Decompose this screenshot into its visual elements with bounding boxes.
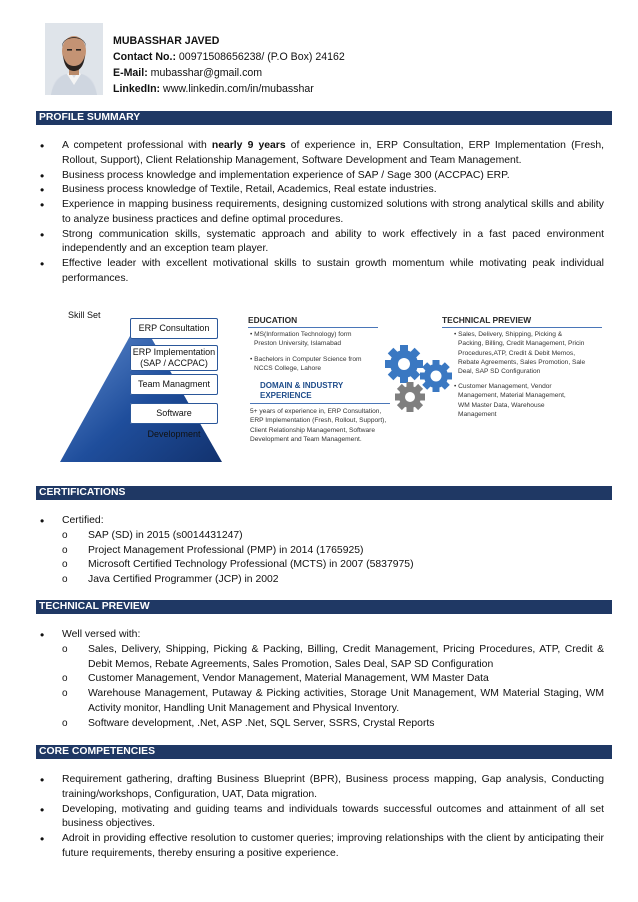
certifications-heading: CERTIFICATIONS xyxy=(36,486,612,500)
gear-icon xyxy=(385,345,423,383)
well-versed-label: • Well versed with: xyxy=(62,629,141,640)
profile-text: of experience in, ERP Consultation, ERP Implementation (Fresh, Rollout, Support), Client Relationship Management, Software Development and Team Management. xyxy=(62,140,604,166)
skill-erp-implementation xyxy=(130,345,218,371)
technical-item: o Software development, .Net, ASP .Net, SQL Server, SSRS, Crystal Reports xyxy=(62,717,604,732)
list-item xyxy=(36,514,604,588)
candidate-name: MUBASSHAR JAVED xyxy=(113,35,220,47)
skill-team-management: Team Managment xyxy=(130,374,218,395)
technical-item: o Customer Management, Vendor Management, Material Management, WM Master Data xyxy=(62,672,604,687)
certification-item: o Java Certified Programmer (JCP) in 2002 xyxy=(62,573,604,588)
skill-line: ERP Implementation xyxy=(132,347,216,357)
domain-text xyxy=(250,407,386,444)
technical-item: o Warehouse Management, Putaway & Picking activities, Storage Unit Management, WM Material Staging, WM Activity monitor, Handling Unit Management and Physical Inventory. xyxy=(62,687,604,717)
domain-line: 5+ years of experience in, ERP Consultation, xyxy=(250,408,382,415)
email-line xyxy=(113,66,345,82)
profile-text: A competent professional with xyxy=(62,140,212,151)
list-item: • Requirement gathering, drafting Business Blueprint (BPR), Business process mapping, Gap analysis, Conducting training/workshops, Configuration, UAT, Data migration. xyxy=(36,773,604,803)
skill-line: (SAP / ACCPAC) xyxy=(140,358,208,368)
domain-heading xyxy=(260,381,343,400)
certification-item: o Microsoft Certified Technology Professional (MCTS) in 2007 (5837975) xyxy=(62,558,604,573)
list-item: • Strong communication skills, systematic approach and ability to work effectively in a fast paced environment independently and an exception team player. xyxy=(36,228,604,258)
technical-item: o Sales, Delivery, Shipping, Picking & Packing, Billing, Credit Management, Pricing Procedures, ATP, Credit & Debit Memos, Rebate Agreements, Sales Promotion, Sales Deal, SAP SD Configuration xyxy=(62,643,604,673)
domain-heading-line: DOMAIN & INDUSTRY xyxy=(260,381,344,390)
email-label: E-Mail: xyxy=(113,66,148,79)
list-item xyxy=(36,628,604,731)
tech-line: WM Master Data, Warehouse xyxy=(458,401,545,409)
linkedin-value[interactable]: www.linkedin.com/in/mubasshar xyxy=(160,82,314,95)
technical-preview-section-heading: TECHNICAL PREVIEW xyxy=(36,600,612,614)
education-text xyxy=(250,330,362,373)
gear-icon xyxy=(420,360,452,392)
core-competencies-heading: CORE COMPETENCIES xyxy=(36,745,612,759)
linkedin-line xyxy=(113,82,345,98)
domain-line: ERP Implementation (Fresh, Rollout, Support), xyxy=(250,417,387,425)
tech-line: Deal, SAP SD Configuration xyxy=(458,368,541,376)
contact-number-line xyxy=(113,50,345,66)
skill-set-graphic xyxy=(60,306,610,462)
contact-label: Contact No.: xyxy=(113,50,176,63)
technical-preview-heading: TECHNICAL PREVIEW xyxy=(442,315,602,328)
experience-years: nearly 9 years xyxy=(211,140,286,151)
tech-line: Procedures,ATP, Credit & Debit Memos, xyxy=(458,349,576,357)
edu-line: Preston University, Islamabad xyxy=(254,340,342,348)
certified-label: • Certified: xyxy=(62,515,104,526)
list-item: • Adroit in providing effective resolution to customer queries; improving relationships with the client by anticipating their future requirements, thereby ensuring a positive experience. xyxy=(36,832,604,862)
skill-erp-consultation: ERP Consultation xyxy=(130,318,218,339)
gears-icon xyxy=(383,342,463,418)
profile-summary-heading: PROFILE SUMMARY xyxy=(36,111,612,125)
edu-line: • MS(Information Technology) form xyxy=(250,331,352,338)
tech-line: • Customer Management, Vendor xyxy=(454,382,552,390)
list-item: • Experience in mapping business requirements, designing customized solutions with strong analytical skills and ability to analyze business practices and define optimal procedures. xyxy=(36,198,604,228)
tech-line: Management xyxy=(458,410,497,418)
certification-item: o Project Management Professional (PMP) in 2014 (1765925) xyxy=(62,544,604,559)
certification-item: o SAP (SD) in 2015 (s0014431247) xyxy=(62,529,604,544)
domain-line: Client Relationship Management, Software xyxy=(250,426,375,434)
list-item: • Developing, motivating and guiding teams and individuals towards successful outcomes and attainment of all set business objectives. xyxy=(36,803,604,833)
skill-software-development: Software Development xyxy=(130,403,218,424)
domain-line: Development and Team Management. xyxy=(250,436,362,444)
edu-line: • Bachelors in Computer Science from xyxy=(250,355,362,363)
core-competencies-list xyxy=(36,773,604,862)
edu-line: NCCS College, Lahore xyxy=(254,365,322,373)
list-item: • Business process knowledge and implementation experience of SAP / Sage 300 (ACCPAC) ERP. xyxy=(36,169,604,184)
tech-line: Packing, Billing, Credit Management, Pricin xyxy=(458,340,585,348)
profile-summary-list xyxy=(36,139,604,287)
technical-preview-list xyxy=(36,628,604,731)
tech-line: Management, Material Management, xyxy=(458,392,566,400)
list-item: • Business process knowledge of Textile, Retail, Academics, Real estate industries. xyxy=(36,183,604,198)
gear-icon xyxy=(395,382,425,412)
profile-photo xyxy=(45,23,103,95)
contact-block xyxy=(113,34,345,98)
domain-heading-line: EXPERIENCE xyxy=(260,390,312,400)
list-item: • Effective leader with excellent motivational skills to sustain growth momentum while motivating peak individual performances. xyxy=(36,257,604,287)
list-item xyxy=(36,139,604,169)
linkedin-label: LinkedIn: xyxy=(113,82,161,95)
technical-preview-text xyxy=(454,330,585,419)
certifications-list xyxy=(36,514,604,588)
contact-value: 00971508656238/ (P.O Box) 24162 xyxy=(175,50,345,63)
education-heading: EDUCATION xyxy=(248,315,378,328)
email-value[interactable]: mubasshar@gmail.com xyxy=(147,66,263,79)
tech-line: Rebate Agreements, Sales Promotion, Sale xyxy=(458,359,586,367)
tech-line: • Sales, Delivery, Shipping, Picking & xyxy=(454,331,563,338)
skill-set-label: Skill Set xyxy=(68,310,101,320)
technical-sublist xyxy=(62,643,604,732)
domain-divider xyxy=(250,403,390,404)
certification-sublist xyxy=(62,529,604,588)
